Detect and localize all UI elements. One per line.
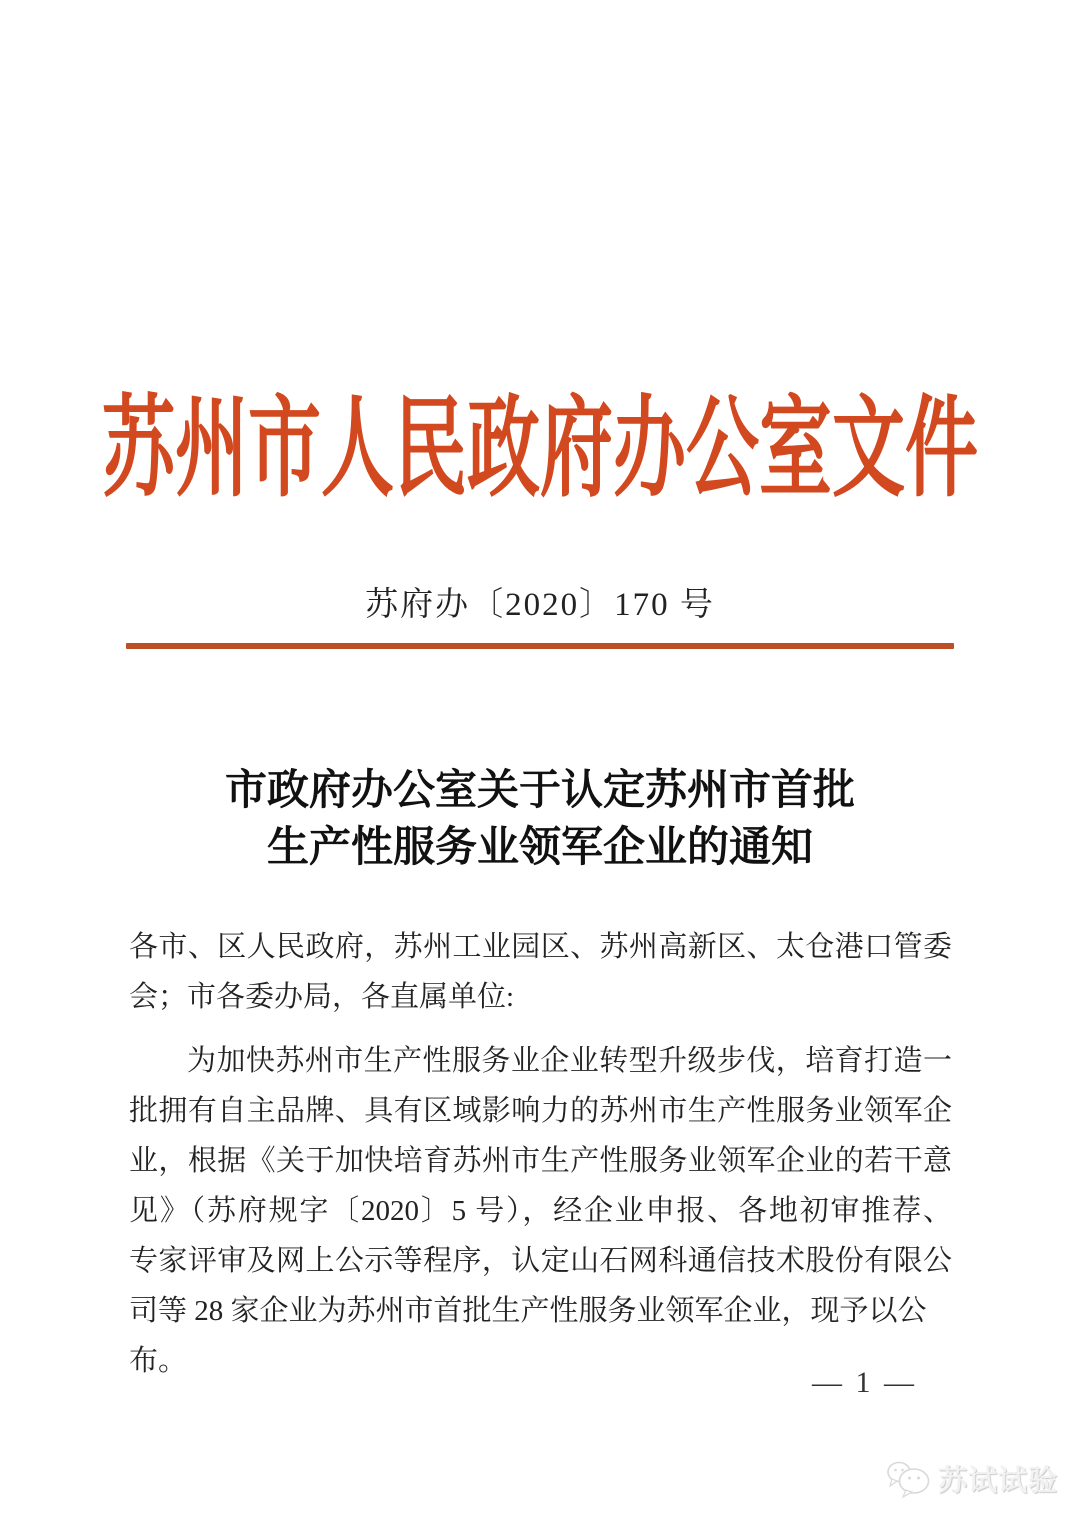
- body-text: [129, 922, 952, 1386]
- page-number: — 1 —: [812, 1366, 917, 1399]
- document-header-title: 苏州市人民政府办公室文件: [102, 388, 978, 510]
- watermark-label: 苏试试验: [938, 1465, 1059, 1497]
- body-line: 会；市各委办局，各直属单位:: [129, 981, 515, 1013]
- watermark: [886, 1458, 1058, 1499]
- body-line: 见》（苏府规字〔2020〕5 号），经企业申报、各地初审推荐、: [129, 1195, 952, 1227]
- body-line: 各市、区人民政府，苏州工业园区、苏州高新区、太仓港口管委: [129, 931, 952, 963]
- doc-number: 苏府办〔2020〕170 号: [365, 587, 715, 623]
- body-line: 司等 28 家企业为苏州市首批生产性服务业领军企业，现予以公布。: [129, 1295, 927, 1377]
- notice-title-line2: 生产性服务业领军企业的通知: [266, 825, 813, 871]
- wechat-icon: [886, 1459, 932, 1499]
- notice-title-line1: 市政府办公室关于认定苏州市首批: [224, 768, 855, 814]
- body-line: 专家评审及网上公示等程序，认定山石网科通信技术股份有限公: [129, 1245, 952, 1277]
- body-line: 为加快苏州市生产性服务业企业转型升级步伐，培育打造一: [187, 1045, 952, 1077]
- notice-title: [0, 763, 1080, 877]
- red-divider-line: [126, 643, 954, 649]
- body-line: 批拥有自主品牌、具有区域影响力的苏州市生产性服务业领军企: [129, 1095, 952, 1127]
- body-line: 业，根据《关于加快培育苏州市生产性服务业领军企业的若干意: [129, 1145, 952, 1177]
